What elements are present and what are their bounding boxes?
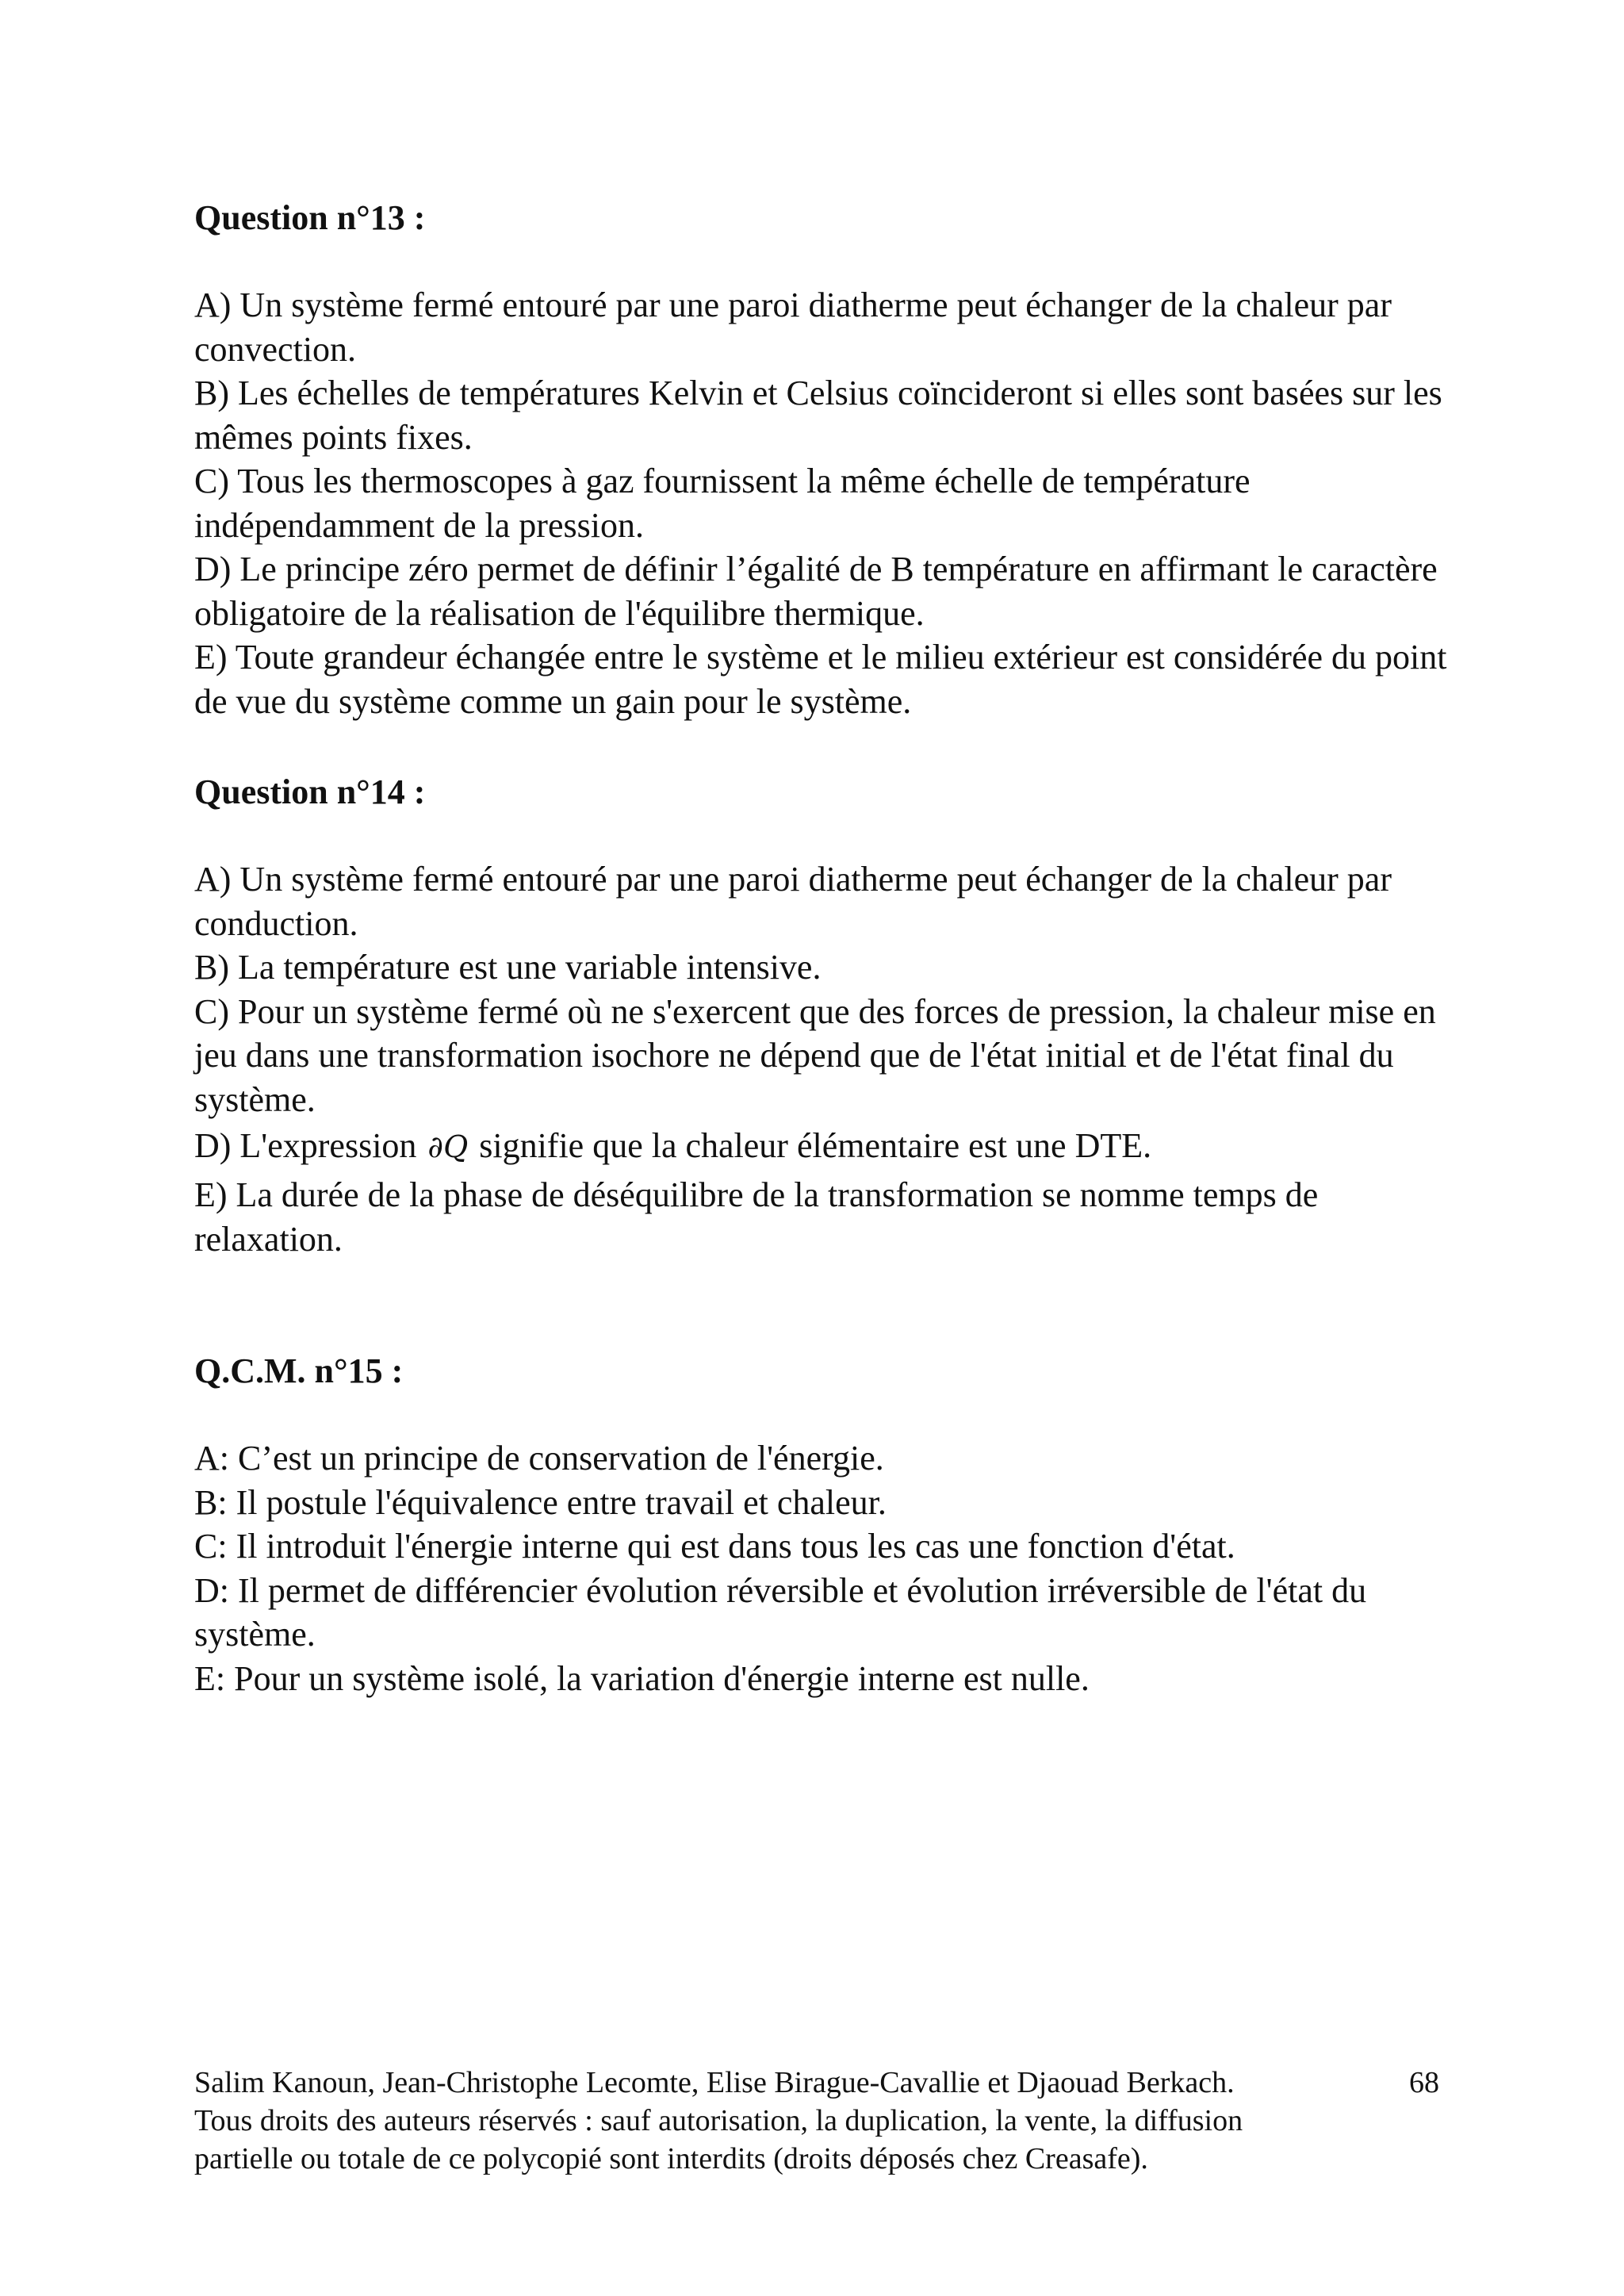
question-14-answers [194,857,1463,1261]
page-number: 68 [1409,2066,1439,2099]
q14-answer-a: A) Un système fermé entouré par une paroi diatherme peut échanger de la chaleur par conduction. [194,860,1392,943]
page-footer [194,2064,1447,2178]
footer-authors: Salim Kanoun, Jean-Christophe Lecomte, Elise Birague-Cavallie et Djaouad Berkach. [194,2066,1235,2099]
q15-answer-c: C: Il introduit l'énergie interne qui est dans tous les cas une fonction d'état. [194,1527,1235,1566]
qcm-15-answers [194,1436,1463,1700]
q15-answer-e: E: Pour un système isolé, la variation d'énergie interne est nulle. [194,1658,1090,1698]
q14-answer-b: B) La température est une variable intensive. [194,948,822,987]
footer-rights-line-2: partielle ou totale de ce polycopié sont interdits (droits déposés chez Creasafe). [194,2142,1148,2175]
q14-answer-d-prefix: D) L'expression [194,1126,417,1165]
qcm-15-heading: Q.C.M. n°15 : [194,1351,404,1390]
q13-answer-e: E) Toute grandeur échangée entre le système et le milieu extérieur est considérée du point de vue du système comme un gain pour le système. [194,638,1447,721]
partial-q-symbol: ∂Q [427,1129,469,1164]
question-13-heading: Question n°13 : [194,198,426,237]
q14-answer-c: C) Pour un système fermé où ne s'exercent que des forces de pression, la chaleur mise en jeu dans une transformation isochore ne dépend que de l'état initial et de l'état final du système. [194,991,1436,1119]
q15-answer-d: D: Il permet de différencier évolution réversible et évolution irréversible de l'état du système. [194,1570,1367,1654]
q13-answer-d: D) Le principe zéro permet de définir l’égalité de B température en affirmant le caractère obligatoire de la réalisation de l'équilibre thermique. [194,550,1438,633]
question-13-answers [194,283,1463,723]
q14-answer-e: E) La durée de la phase de déséquilibre de la transformation se nomme temps de relaxation. [194,1175,1319,1259]
question-14-heading: Question n°14 : [194,772,426,811]
q13-answer-b: B) Les échelles de températures Kelvin et Celsius coïncideront si elles sont basées sur les mêmes points fixes. [194,374,1442,457]
q15-answer-b: B: Il postule l'équivalence entre travail et chaleur. [194,1482,887,1522]
q13-answer-a: A) Un système fermé entouré par une paroi diatherme peut échanger de la chaleur par convection. [194,286,1392,369]
q15-answer-a: A: C’est un principe de conservation de l'énergie. [194,1439,884,1478]
q13-answer-c: C) Tous les thermoscopes à gaz fournissent la même échelle de température indépendamment de la pression. [194,462,1251,545]
q14-answer-d-suffix: signifie que la chaleur élémentaire est une DTE. [479,1126,1152,1165]
footer-rights-line-1: Tous droits des auteurs réservés : sauf autorisation, la duplication, la vente, la diffusion [194,2104,1243,2137]
q14-answer-d [194,1121,1463,1171]
